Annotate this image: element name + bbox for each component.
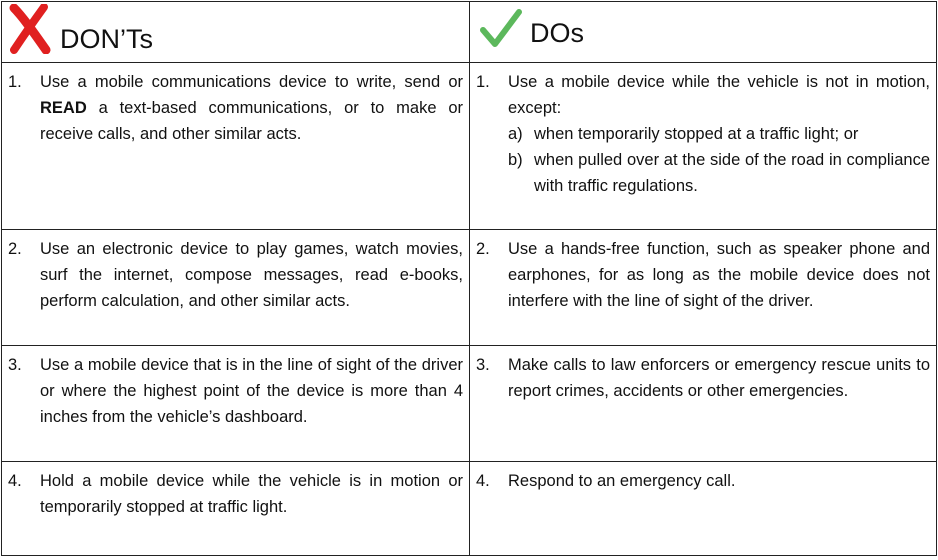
dont-item-1-text: Use a mobile communications device to write, send or READ a text-based communications, or to make or receive calls, and other similar acts. (40, 73, 463, 143)
donts-title: DON’Ts (60, 24, 153, 54)
item-number: 3. (8, 356, 22, 374)
x-mark-icon (8, 4, 52, 59)
check-mark-icon (480, 8, 522, 55)
item-number: 4. (476, 472, 490, 490)
donts-header (2, 2, 470, 63)
dont-cell-2 (2, 230, 470, 346)
do-item-2-text: Use a hands-free function, such as speaker phone and earphones, for as long as the mobile device does not interfere with the line of sight of the driver. (508, 240, 930, 310)
dos-header (470, 2, 937, 63)
dont-item-4-text: Hold a mobile device while the vehicle is in motion or temporarily stopped at traffic light. (40, 472, 463, 516)
item-number: 2. (476, 240, 490, 258)
do-cell-1 (470, 63, 937, 230)
dont-item-2-text: Use an electronic device to play games, watch movies, surf the internet, compose messages, read e-books, perform calculation, and other similar acts. (40, 240, 463, 310)
do-item-3-text: Make calls to law enforcers or emergency rescue units to report crimes, accidents or other emergencies. (508, 356, 930, 400)
dont-cell-3 (2, 346, 470, 462)
dos-donts-table (1, 1, 937, 556)
do-item-1-text: Use a mobile device while the vehicle is not in motion, except: a) when temporarily stopped at a traffic light; or b) when pulled over at the side of the road in compliance with traffic regulations. (508, 69, 930, 199)
dos-title: DOs (530, 18, 584, 48)
do-subitem-b: b) when pulled over at the side of the road in compliance with traffic regulations. (508, 151, 930, 195)
item-number: 1. (8, 73, 22, 91)
do-cell-3 (470, 346, 937, 462)
dont-item-3-text: Use a mobile device that is in the line of sight of the driver or where the highest point of the device is more than 4 inches from the vehicle’s dashboard. (40, 356, 463, 426)
item-number: 2. (8, 240, 22, 258)
item-number: 1. (476, 73, 490, 91)
do-item-4-text: Respond to an emergency call. (508, 472, 736, 490)
dont-cell-1 (2, 63, 470, 230)
do-cell-2 (470, 230, 937, 346)
dont-cell-4 (2, 462, 470, 556)
item-number: 4. (8, 472, 22, 490)
item-number: 3. (476, 356, 490, 374)
read-emphasis: READ (40, 99, 87, 117)
do-subitem-a: a) when temporarily stopped at a traffic light; or (508, 125, 859, 143)
do-cell-4 (470, 462, 937, 556)
